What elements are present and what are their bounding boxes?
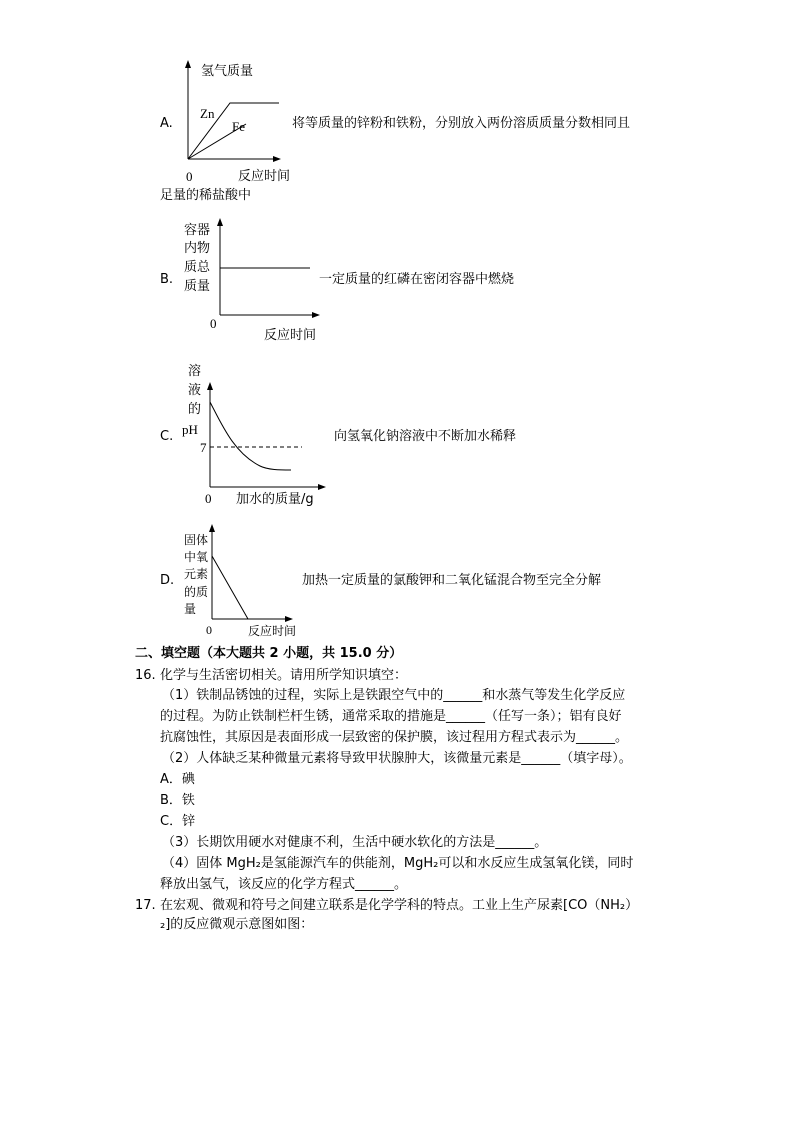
question-number: 17. [135, 898, 156, 913]
option-c-x-label: 加水的质量/g [236, 492, 314, 507]
option-d-y-label-3: 元素 [184, 567, 209, 581]
option-d-y-label-5: 量 [184, 602, 197, 616]
option-b-origin: 0 [210, 316, 217, 331]
option-b-x-label: 反应时间 [264, 328, 317, 343]
part-1-line-2: 的过程。为防止铁制栏杆生锈，通常采取的措施是______（任写一条）；铝有良好 [160, 709, 622, 724]
part-1-line-1: （1）铁制品锈蚀的过程，实际上是铁跟空气中的______和水蒸气等发生化学反应 [162, 688, 626, 703]
option-b-y-label-4: 质量 [184, 279, 211, 294]
question-line-2: ₂]的反应微观示意图如图： [160, 917, 314, 932]
part-1-line-3: 抗腐蚀性，其原因是表面形成一层致密的保护膜，该过程用方程式表示为______。 [160, 730, 629, 745]
option-c-y-label-3: 的 [188, 402, 202, 417]
question-stem: 化学与生活密切相关。请用所学知识填空： [160, 668, 408, 683]
question-number: 16. [135, 668, 156, 683]
option-b-y-label-1: 容器 [184, 223, 211, 238]
option-a-y-label: 氢气质量 [201, 64, 254, 79]
option-c-y-label-2: 液 [188, 383, 202, 398]
option-c-y-label-4: pH [182, 422, 198, 437]
option-d-letter: D. [160, 573, 175, 588]
option-c-description: 向氢氧化钠溶液中不断加水稀释 [334, 429, 517, 444]
part-4-line-2: 释放出氢气，该反应的化学方程式______。 [160, 877, 408, 892]
option-c-tick-7: 7 [200, 440, 207, 455]
option-d-y-label-4: 的质 [184, 585, 209, 599]
option-b-description: 一定质量的红磷在密闭容器中燃烧 [319, 272, 515, 287]
section-title: 二、填空题（本大题共 2 小题，共 15.0 分） [135, 646, 403, 661]
option-b-y-label-2: 内物 [184, 241, 211, 256]
option-c-y-label-1: 溶 [188, 364, 202, 379]
choice-c: C．锌 [160, 814, 196, 829]
series-zn-label: Zn [200, 106, 215, 121]
option-b-letter: B. [160, 272, 174, 287]
part-3: （3）长期饮用硬水对健康不利，生活中硬水软化的方法是______。 [162, 835, 548, 850]
x-axis-arrow [285, 616, 293, 622]
part-2: （2）人体缺乏某种微量元素将导致甲状腺肿大，该微量元素是______（填字母）。 [162, 751, 632, 766]
option-a-letter: A. [160, 116, 173, 131]
option-d-x-label: 反应时间 [248, 624, 297, 638]
option-a-origin: 0 [186, 169, 193, 184]
choice-b: B．铁 [160, 793, 195, 808]
part-4-line-1: （4）固体 MgH₂是氢能源汽车的供能剂，MgH₂可以和水反应生成氢氧化镁，同时 [162, 856, 634, 871]
option-d-description: 加热一定质量的氯酸钾和二氧化锰混合物至完全分解 [302, 573, 602, 588]
option-d-origin: 0 [206, 623, 212, 637]
option-d-y-label-1: 固体 [184, 533, 209, 547]
y-axis-arrow [209, 524, 215, 532]
oxygen-mass-line [212, 556, 248, 619]
option-d-y-label-2: 中氧 [184, 550, 209, 564]
series-fe-label: Fe [232, 119, 245, 134]
option-a-description: 将等质量的锌粉和铁粉，分别放入两份溶质质量分数相同且 [292, 116, 631, 131]
option-a-description-cont: 足量的稀盐酸中 [160, 188, 252, 203]
option-c-origin: 0 [205, 491, 212, 506]
option-c-letter: C. [160, 429, 174, 444]
choice-a: A．碘 [160, 772, 195, 787]
option-b-y-label-3: 质总 [184, 260, 211, 275]
question-line-1: 在宏观、微观和符号之间建立联系是化学学科的特点。工业上生产尿素[CO（NH₂） [160, 898, 639, 913]
option-a-x-label: 反应时间 [238, 169, 291, 184]
